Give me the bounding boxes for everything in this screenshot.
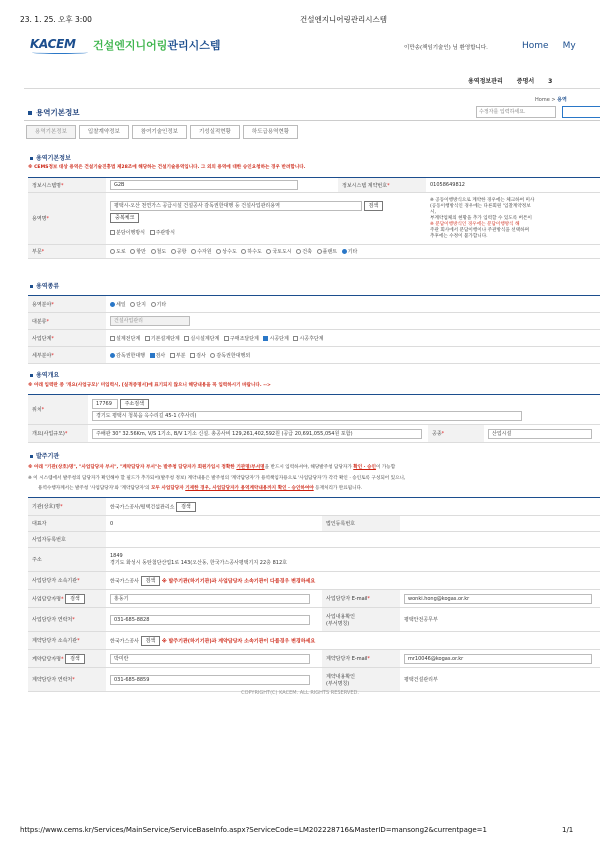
- radio-water-resource[interactable]: 수자원: [191, 248, 212, 255]
- user-greeting: 이만송(책임기술인) 님 환영합니다.: [404, 45, 488, 51]
- label-biz-person: 사업담당자명* 검색: [28, 590, 106, 608]
- check-lead-method[interactable]: 주관방식: [150, 229, 175, 236]
- label-con-confirm: 계약내용확인 (부서명칭): [322, 668, 400, 692]
- con-person-field[interactable]: 박미란: [110, 654, 310, 664]
- radio-icon: [296, 249, 301, 254]
- org-search-button[interactable]: 검색: [176, 502, 196, 512]
- section-client-title: 발주기관: [30, 451, 59, 460]
- basic-note: ※ CEMS정보 대상 용역은 건설기술진흥법 제28조에 해당하는 건설기술용역입니다. 그 외의 용역에 대한 승인요청하는 경우 반려합니다.: [28, 165, 306, 170]
- biz-email-field[interactable]: wonki.hong@kogas.or.kr: [404, 594, 592, 604]
- radio-selected-icon: [110, 302, 115, 307]
- con-org-warning: ※ 발주기관(하기기관)과 계약담당자 소속기관이 다를경우 변경하세요: [161, 638, 316, 644]
- tab-subcontract[interactable]: 하도급용역현황: [243, 125, 298, 139]
- label-contract-no: 정보시스템 계약번호*: [338, 178, 426, 193]
- nav-home-link[interactable]: Home: [522, 41, 549, 51]
- copyright: COPYRIGHT(C) KACEM. ALL RIGHTS RESERVED.: [241, 690, 359, 696]
- client-address: 경기도 화성시 동탄첨단산업1로 143(오산동, 한국가스공사평택기지 22층 812호: [110, 560, 287, 566]
- label-field: 부문*: [28, 245, 106, 259]
- modifier-search: [476, 106, 600, 118]
- label-address: 주소: [28, 548, 106, 572]
- con-person-search-button[interactable]: 검색: [65, 654, 85, 664]
- nav-my-link[interactable]: My: [562, 41, 576, 51]
- client-note-2b: 용역수행자께서는 발주청 '사업담당자'와 '계약담당자'의 모두 사업담당자 기재한 경우, 사업담당자가 용역계약내용까지 확인 · 승인하여야 등재처리가 완료됩니다.: [38, 486, 363, 491]
- breadcrumb-current: 용역: [557, 97, 567, 103]
- rep-value: 0: [110, 520, 114, 527]
- overview-field[interactable]: 주배관 30" 32.56Km, V/S 1기소, B/V 1기소 신설. 총공사비 129,261,402,592원 (공급 20,691,055,054원 포함): [92, 429, 422, 439]
- radio-icon: [151, 249, 156, 254]
- radio-plant[interactable]: 플랜트: [317, 248, 338, 255]
- major-select[interactable]: 건설사업관리: [110, 316, 190, 326]
- print-url: https://www.cems.kr/Services/MainService/ServiceBaseInfo.aspx?ServiceCode=LM202228716&MasterID=mansong2&currentpage=1: [20, 826, 487, 834]
- label-type: 공종*: [428, 425, 484, 443]
- modifier-search-input[interactable]: [476, 106, 556, 118]
- duplicate-check-button[interactable]: 중복체크: [110, 213, 139, 223]
- checkbox-icon: [110, 336, 115, 341]
- label-con-person: 계약담당자명* 검색: [28, 650, 106, 668]
- check-stage-procurement[interactable]: 구매조달단계: [224, 335, 259, 342]
- client-zip: 1849: [110, 553, 123, 559]
- con-org-search-button[interactable]: 검색: [141, 636, 161, 646]
- breadcrumb-home[interactable]: Home: [535, 97, 550, 103]
- field-radio-group: [106, 245, 600, 259]
- radio-building[interactable]: 건축: [296, 248, 312, 255]
- service-side-note: ※ 공동이행방식으로 계약한 경우에는 체크하여 미사 (공동이행방식인 경우에는 다른회원 '입찰계약정보 시, 부계약업체의 현황을 추가 입력할 수 있도록 버튼이 ※ 분담이행방식인 경우에는 분담이행방식 해 주관 회사에서 분담이행이나 주관방식을 선택하며 추후에는 수정이 불가합니다.: [430, 197, 535, 239]
- radio-sewerage[interactable]: 하수도: [241, 248, 262, 255]
- check-detail-inspection[interactable]: 검사: [150, 352, 166, 359]
- biz-person-field[interactable]: 홍동기: [110, 594, 310, 604]
- bullet-icon: [30, 455, 33, 458]
- radio-waterworks[interactable]: 상수도: [216, 248, 237, 255]
- radio-category-sale[interactable]: 세일: [110, 301, 126, 308]
- zip-field[interactable]: 17769: [92, 399, 118, 409]
- tab-basic-info[interactable]: 용역기본정보: [26, 125, 76, 139]
- address-field[interactable]: 경기도 평택시 청북읍 옥수리길 45-1 (후사리): [92, 411, 522, 421]
- check-stage-post-construction[interactable]: 시공후단계: [293, 335, 323, 342]
- biz-org-warning: ※ 발주기관(하기기관)과 사업담당자 소속기관이 다를경우 변경하세요: [161, 578, 316, 584]
- label-major: 대분류*: [28, 313, 106, 330]
- biz-org-value: 한국가스공사: [110, 578, 139, 584]
- radio-rail[interactable]: 철도: [151, 248, 167, 255]
- address-search-button[interactable]: 주소검색: [120, 399, 149, 409]
- title-divider: [24, 120, 600, 121]
- tab-bar: [26, 125, 301, 139]
- check-stage-construction[interactable]: 시공단계: [263, 335, 288, 342]
- checkbox-icon: [170, 353, 175, 358]
- con-dept-value: 평택건설관리부: [404, 677, 438, 683]
- main-menu: [468, 76, 566, 85]
- radio-category-etc[interactable]: 기타: [151, 301, 167, 308]
- label-rep: 대표자: [28, 516, 106, 532]
- label-biz-phone: 사업담당자 연락처*: [28, 608, 106, 632]
- logo-name: 건설엔지니어링관리시스템: [93, 39, 221, 52]
- label-overview: 개요(사업규모)*: [28, 425, 88, 443]
- system-name-field[interactable]: G2B: [110, 180, 298, 190]
- radio-icon: [191, 249, 196, 254]
- check-stage-basic-design[interactable]: 기본설계단계: [145, 335, 180, 342]
- logo-mark: KACEM: [30, 37, 76, 51]
- radio-icon: [317, 249, 322, 254]
- print-title: 건설엔지니어링관리시스템: [300, 15, 387, 24]
- label-con-org: 계약담당자 소속기관*: [28, 632, 106, 650]
- top-nav: [522, 41, 590, 51]
- biz-org-search-button[interactable]: 검색: [141, 576, 161, 586]
- radio-selected-icon: [110, 353, 115, 358]
- type-field[interactable]: 산업시설: [488, 429, 592, 439]
- checkbox-checked-icon: [263, 336, 268, 341]
- checkbox-icon: [145, 336, 150, 341]
- con-phone-field[interactable]: 031-685-8859: [110, 675, 310, 685]
- radio-airport[interactable]: 공항: [171, 248, 187, 255]
- tab-bid-contract[interactable]: 입찰계약정보: [79, 125, 129, 139]
- con-org-value: 한국가스공사: [110, 638, 139, 644]
- check-detail-inspection-2[interactable]: 검사: [190, 352, 206, 359]
- radio-etc[interactable]: 기타: [342, 248, 358, 255]
- client-note-2a: ※ 이 시스템에서 발주청의 담당자가 확인해야 할 필드가 추가되어(발주청 정보) 계약내용은 발주청의 '계약담당자'가 용역책임자용으로 '사업담당자'가 각각 확인 · 승인토록 구성되어 있으니,: [28, 476, 406, 481]
- radio-icon: [241, 249, 246, 254]
- menu-service-info[interactable]: 용역정보관리: [468, 78, 503, 85]
- menu-divider: [24, 88, 600, 89]
- print-date: 23. 1. 25. 오후 3:00: [20, 15, 92, 24]
- radio-icon: [151, 302, 156, 307]
- title-square-icon: [28, 111, 32, 115]
- check-detail-partial[interactable]: 부분: [170, 352, 186, 359]
- summary-note: ※ 아래 입력란 중 '개요(사업규모)' 미입력시, [실적증명서]에 표기되지 않으니 해당내용을 꼭 입력하시기 바랍니다. -->: [28, 383, 271, 388]
- label-stage: 사업단계*: [28, 330, 106, 347]
- checkbox-checked-icon: [150, 353, 155, 358]
- print-header: [0, 14, 600, 24]
- label-system-name: 정보시스템명*: [28, 178, 106, 193]
- radio-icon: [216, 249, 221, 254]
- breadcrumb: Home > 용역: [535, 97, 567, 103]
- tab-engineers[interactable]: 참여기술인정보: [132, 125, 187, 139]
- service-name-search-button[interactable]: 검색: [364, 201, 384, 211]
- summary-table: [28, 394, 600, 443]
- label-con-phone: 계약담당자 연락처*: [28, 668, 106, 692]
- check-stage-detail-design[interactable]: 실시설계단계: [184, 335, 219, 342]
- bullet-icon: [30, 285, 33, 288]
- org-name-value: 한국가스공사/평택건설관리소: [110, 504, 175, 510]
- checkbox-icon: [110, 230, 115, 235]
- radio-icon: [210, 353, 215, 358]
- radio-port[interactable]: 항만: [130, 248, 146, 255]
- client-note-1: ※ 아래 "기관(상호)명", "사업담당자 부서", "계약담당자 부서"는 발주청 담당자가 회원가입시 정확한 기관명/부서명을 반드시 입력하셔야, 해당발주청 담당자가 확인 · 승인이 가능함: [28, 465, 396, 470]
- label-biz-email: 사업담당자 E-mail*: [322, 590, 400, 608]
- con-email-field[interactable]: mr10046@kogas.or.kr: [404, 654, 592, 664]
- label-org-name: 기관(상호)명*: [28, 498, 106, 516]
- radio-icon: [171, 249, 176, 254]
- label-biz-confirm: 사업내용확인 (부서명칭): [322, 608, 400, 632]
- biz-dept-value: 평택안전공무부: [404, 617, 438, 623]
- service-name-field[interactable]: 평택시-오산 천연가스 공급시설 건설공사 감독권한대행 등 건설사업관리용역: [110, 201, 362, 211]
- page-title: 용역기본정보: [28, 107, 79, 118]
- biz-phone-field[interactable]: 031-685-8828: [110, 615, 310, 625]
- contract-no-value: 01058649812: [430, 182, 465, 188]
- client-table: [28, 497, 600, 692]
- checkbox-icon: [184, 336, 189, 341]
- logo-swoosh-icon: [32, 51, 88, 54]
- menu-certificate[interactable]: 증명서: [516, 78, 535, 85]
- label-corp-no: 법인등록번호: [322, 516, 400, 532]
- check-detail-other[interactable]: 감독권한대행외: [210, 352, 250, 359]
- service-kind-table: [28, 295, 600, 364]
- radio-icon: [130, 249, 135, 254]
- check-stage-pre-design[interactable]: 설계전단계: [110, 335, 140, 342]
- label-category: 용역분야*: [28, 296, 106, 313]
- biz-person-search-button[interactable]: 검색: [65, 594, 85, 604]
- bullet-icon: [30, 374, 33, 377]
- radio-icon: [266, 249, 271, 254]
- label-service-name: 용역명*: [28, 193, 106, 245]
- bullet-icon: [30, 157, 33, 160]
- basic-info-table: [28, 177, 600, 259]
- section-summary-title: 용역개요: [30, 370, 59, 379]
- checkbox-icon: [150, 230, 155, 235]
- section-kind-title: 용역종류: [30, 281, 59, 290]
- radio-category-complex[interactable]: 단지: [130, 301, 146, 308]
- checkbox-icon: [224, 336, 229, 341]
- label-detail: 세부분야*: [28, 347, 106, 364]
- check-shared-method[interactable]: 분담이행방식: [110, 229, 145, 236]
- radio-icon: [130, 302, 135, 307]
- check-detail-supervision[interactable]: 감독권한대행: [110, 352, 145, 359]
- radio-urban[interactable]: 국토도시: [266, 248, 291, 255]
- menu-item-3[interactable]: 3: [548, 78, 553, 85]
- tab-progress[interactable]: 기성실적현황: [190, 125, 240, 139]
- label-biz-org: 사업담당자 소속기관*: [28, 572, 106, 590]
- print-page-number: 1/1: [562, 826, 574, 834]
- label-con-email: 계약담당자 E-mail*: [322, 650, 400, 668]
- label-biz-no: 사업자등록번호: [28, 532, 106, 548]
- label-location: 위치*: [28, 395, 88, 425]
- radio-icon: [110, 249, 115, 254]
- radio-selected-icon: [342, 249, 347, 254]
- checkbox-icon: [293, 336, 298, 341]
- checkbox-icon: [190, 353, 195, 358]
- modifier-search-button[interactable]: [562, 106, 600, 118]
- section-basic-title: 용역기본정보: [30, 153, 71, 162]
- radio-road[interactable]: 도로: [110, 248, 126, 255]
